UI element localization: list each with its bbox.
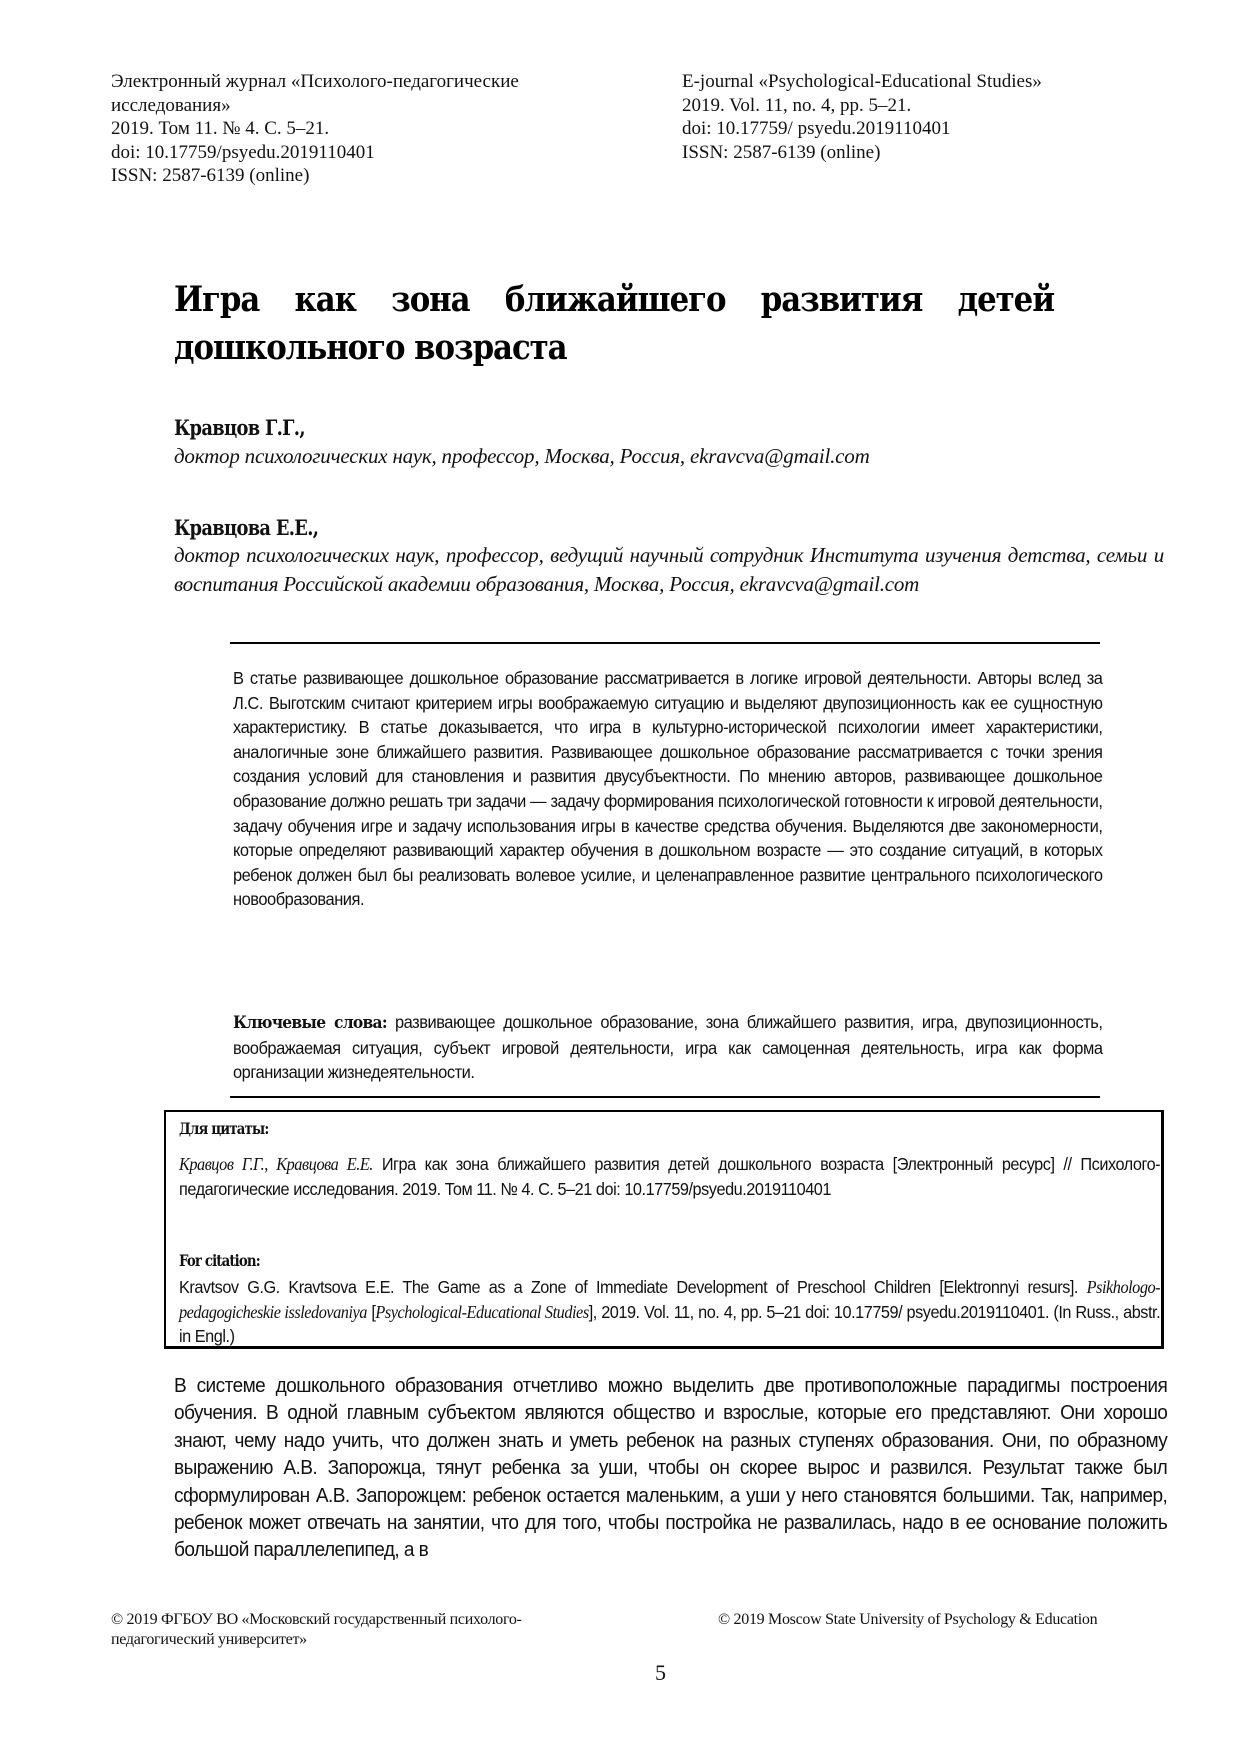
article-title — [174, 276, 1054, 372]
title-line-2: дошкольного возраста — [174, 327, 567, 368]
citation-en — [179, 1275, 1160, 1349]
journal-name-en: E-journal «Psychological-Educational Studies» — [682, 71, 1042, 92]
citation-box — [164, 1110, 1164, 1349]
issue-info-ru: 2019. Том 11. № 4. С. 5–21. — [111, 118, 330, 139]
title-word: детей — [957, 279, 1054, 320]
author-1-affiliation: доктор психологических наук, профессор, Москва, Россия, ekravcva@gmail.com — [174, 444, 870, 468]
keywords-block — [233, 1010, 1103, 1085]
citation-ru — [179, 1152, 1160, 1201]
title-word: Игра — [174, 279, 260, 320]
author-2-name: Кравцова Е.Е., — [174, 515, 319, 540]
citation-ru-text: Игра как зона ближайшего развития детей дошкольного возраста [Электронный ресурс] // Психолого-педагогические исследования. 2019. Том 11. № 4. С. 5–21 doi: 10.17759/psyedu.2019110401 — [179, 1154, 1161, 1199]
journal-header-ru — [111, 70, 519, 188]
footer-copyright-en: © 2019 Moscow State University of Psychology & Education — [718, 1611, 1098, 1628]
issue-info-en: 2019. Vol. 11, no. 4, pp. 5–21. — [682, 94, 912, 116]
title-word: как — [294, 279, 356, 320]
citation-en-text: Kravtsov G.G. Kravtsova E.E. The Game as a Zone of Immediate Development of Preschool Children [Elektronnyi resurs]. — [179, 1277, 1087, 1297]
citation-en-text-end: ], 2019. Vol. 11, no. 4, pp. 5–21 doi: 10.17759/ psyedu.2019110401. (In Russ., abstr. in Engl.) — [179, 1301, 1161, 1346]
doi-en: doi: 10.17759/ psyedu.2019110401 — [682, 118, 951, 139]
footer-ru-line1: © 2019 ФГБОУ ВО «Московский государственный психолого- — [111, 1611, 522, 1628]
abstract-top-rule — [230, 642, 1100, 644]
issn-en: ISSN: 2587-6139 (online) — [682, 141, 881, 163]
author-1-name: Кравцов Г.Г., — [174, 415, 305, 440]
journal-header-en — [682, 70, 1042, 164]
issn-ru: ISSN: 2587-6139 (online) — [111, 165, 310, 186]
title-word: развития — [760, 279, 923, 320]
citation-ru-label: Для цитаты: — [179, 1119, 269, 1138]
doi-ru: doi: 10.17759/psyedu.2019110401 — [111, 141, 375, 163]
title-word: ближайшего — [504, 279, 726, 320]
citation-en-journal-translit: Psikhologo-pedagogicheskie issledovaniya — [179, 1277, 1161, 1322]
journal-name-ru-line2: исследования» — [111, 94, 231, 116]
citation-ru-authors: Кравцов Г.Г., Кравцова Е.Е. — [179, 1154, 373, 1174]
keywords-label: Ключевые слова: — [233, 1013, 387, 1032]
body-paragraph-1: В системе дошкольного образования отчетливо можно выделить две противоположные парадигмы построения обучения. В одной главным субъектом являются общество и взрослые, которые его представляют. Они хорошо знают, чему надо учить, что должен знать и уметь ребенок на разных ступенях образования. Они, по образному выражению А.В. Запорожца, тянут ребенка за уши, чтобы он скорее вырос и развился. Результат также был сформулирован А.В. Запорожцем: ребенок остается маленьким, а уши у него становятся большими. Так, например, ребенок может отвечать на занятии, что для того, чтобы постройка не развалилась, надо в ее основание положить большой параллелепипед, а в — [174, 1374, 1168, 1562]
title-line-1 — [174, 276, 1054, 324]
footer-ru-line2: педагогический университет» — [111, 1631, 307, 1648]
abstract: В статье развивающее дошкольное образование рассматривается в логике игровой деятельности. Авторы вслед за Л.С. Выготским считают критерием игры воображаемую ситуацию и выделяют двупозиционность как ее сущностную характеристику. В статье доказывается, что игра в культурно-исторической психологии имеет характеристики, аналогичные зоне ближайшего развития. Развивающее дошкольное образование рассматривается с точки зрения создания условий для становления и развития двусубъектности. По мнению авторов, развивающее дошкольное образование должно решать три задачи — задачу формирования психологической готовности к игровой деятельности, задачу обучения игре и задачу использования игры в качестве средства обучения. Выделяются две закономерности, которые определяют развивающий характер обучения в дошкольном возрасте — это создание ситуаций, в которых ребенок должен был бы реализовать волевое усилие, и целенаправленное развитие центрального психологического новообразования. — [233, 668, 1103, 910]
footer-copyright-ru — [111, 1610, 522, 1650]
page-number: 5 — [655, 1660, 666, 1685]
title-word: зона — [391, 279, 470, 320]
citation-en-bracket: [ — [366, 1301, 376, 1322]
citation-en-label: For citation: — [179, 1251, 260, 1270]
author-2-affiliation: доктор психологических наук, профессор, ведущий научный сотрудник Института изучения детства, семьи и воспитания Российской академии образования, Москва, Россия, ekravcva@gmail.com — [174, 543, 1164, 596]
citation-en-journal-en: Psychological-Educational Studies — [375, 1301, 589, 1322]
keywords: развивающее дошкольное образование, зона ближайшего развития, игра, двупозиционность, воображаемая ситуация, субъект игровой деятельности, игра как самоценная деятельность, игра как форма организации жизнедеятельности. — [233, 1012, 1103, 1083]
abstract-bottom-rule — [230, 1096, 1100, 1098]
journal-name-ru-line1: Электронный журнал «Психолого-педагогические — [111, 71, 519, 92]
